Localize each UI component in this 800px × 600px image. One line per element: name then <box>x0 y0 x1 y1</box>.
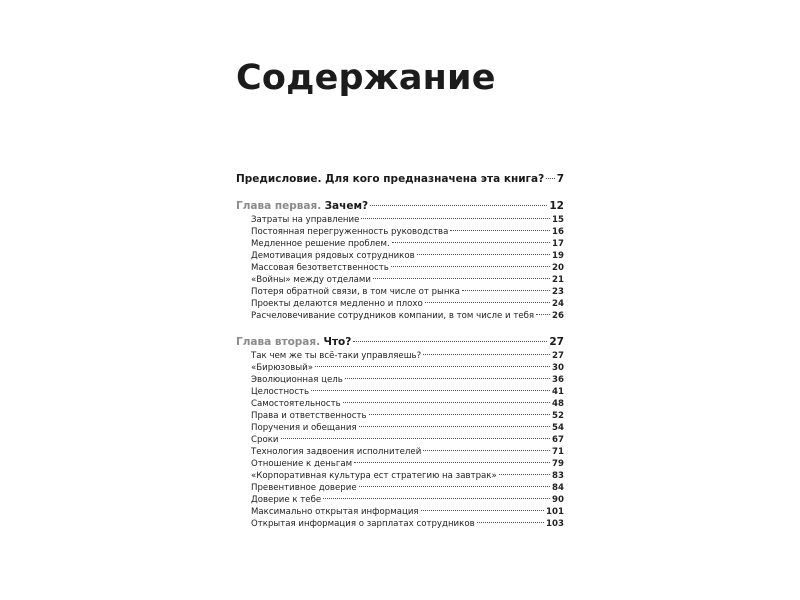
chapter-name: Что? <box>323 336 352 348</box>
toc-item: Проекты делаются медленно и плохо 24 <box>251 299 564 309</box>
toc-leader-dots <box>370 205 547 206</box>
toc-item: Целостность 41 <box>251 387 564 397</box>
toc-preface <box>236 172 564 186</box>
toc-item: Превентивное доверие 84 <box>251 483 564 493</box>
toc-page-number: 27 <box>549 336 564 348</box>
chapter-prefix: Глава первая. <box>236 200 322 212</box>
toc-item: Постоянная перегруженность руководства 16 <box>251 227 564 237</box>
toc-item: Технология задвоения исполнителей 71 <box>251 447 564 457</box>
toc-item: Максимально открытая информация 101 <box>251 507 564 517</box>
toc-item: Потеря обратной связи, в том числе от рынка 23 <box>251 287 564 297</box>
toc-item: Доверие к тебе 90 <box>251 495 564 505</box>
toc-item: Сроки 67 <box>251 435 564 445</box>
toc-item: Права и ответственность 52 <box>251 411 564 421</box>
toc-leader-dots <box>353 341 547 342</box>
toc-item: «Корпоративная культура ест стратегию на завтрак» 83 <box>251 471 564 481</box>
toc-page-number: 12 <box>549 200 564 212</box>
toc-item: Так чем же ты всё-таки управляешь? 27 <box>251 351 564 361</box>
toc-item: Поручения и обещания 54 <box>251 423 564 433</box>
toc-item: «Бирюзовый» 30 <box>251 363 564 373</box>
toc-item: Медленное решение проблем. 17 <box>251 239 564 249</box>
page-title: Содержание <box>236 58 496 98</box>
chapter-name: Зачем? <box>324 200 369 212</box>
toc-item: Эволюционная цель 36 <box>251 375 564 385</box>
toc-item: Открытая информация о зарплатах сотрудников 103 <box>251 519 564 529</box>
toc-entry-label: Предисловие. Для кого предназначена эта книга? <box>236 173 545 185</box>
toc-item: «Войны» между отделами 21 <box>251 275 564 285</box>
toc-item: Отношение к деньгам 79 <box>251 459 564 469</box>
toc-chapter-2 <box>236 335 564 349</box>
toc-item: Массовая безответственность 20 <box>251 263 564 273</box>
toc-page-number: 7 <box>556 173 564 185</box>
toc-item: Демотивация рядовых сотрудников 19 <box>251 251 564 261</box>
toc-item: Самостоятельность 48 <box>251 399 564 409</box>
toc-item: Расчеловечивание сотрудников компании, в том числе и тебя 26 <box>251 311 564 321</box>
chapter-prefix: Глава вторая. <box>236 336 321 348</box>
toc-item: Затраты на управление 15 <box>251 215 564 225</box>
toc-leader-dots <box>546 178 554 179</box>
toc-chapter-1 <box>236 199 564 213</box>
